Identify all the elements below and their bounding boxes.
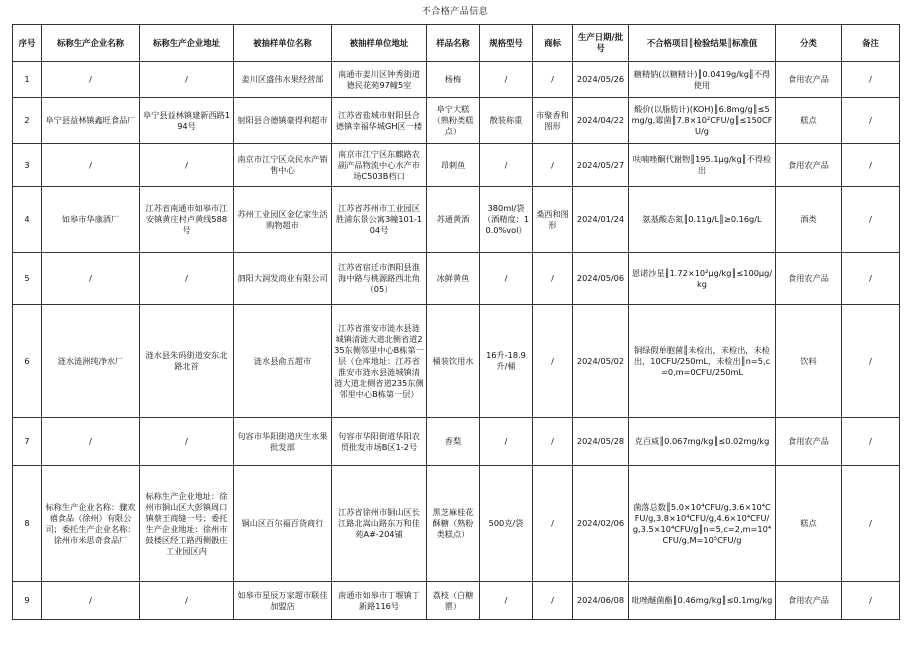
col-remark: / — [842, 62, 900, 98]
col-sample-name: 苏通黄酒 — [427, 187, 480, 253]
col-sample-name: 香梨 — [427, 418, 480, 466]
col-index: 8 — [13, 466, 42, 582]
col-production-date: 2024/01/24 — [573, 187, 629, 253]
col-sampled-unit: 南京市江宁区众民水产销售中心 — [234, 144, 332, 187]
col-category: 食用农产品 — [776, 418, 842, 466]
col-sampled-unit: 涟水县俞五超市 — [234, 305, 332, 418]
col-spec: / — [480, 253, 533, 305]
col-sampled-address: 南通市如皋市丁堰镇丁新路116号 — [332, 582, 427, 620]
col-sampled-unit: 射阳县合德镇豪得利超市 — [234, 98, 332, 144]
col-index: 4 — [13, 187, 42, 253]
col-producer-name: / — [42, 62, 140, 98]
col-producer-name: / — [42, 582, 140, 620]
unqualified-products-table — [12, 24, 900, 620]
col-sampled-unit: 如皋市星辰万家超市联佳加盟店 — [234, 582, 332, 620]
col-production-date: 2024/05/06 — [573, 253, 629, 305]
col-spec: / — [480, 418, 533, 466]
col-producer-address: / — [140, 418, 234, 466]
header-col-sample-name: 样品名称 — [427, 25, 480, 62]
col-producer-address: 标称生产企业地址：徐州市铜山区大彭镇周口镇蔡王商缝一号；委托生产企业地址：徐州市鼓楼区经工路西侧骰庄工业园区内 — [140, 466, 234, 582]
header-col-category: 分类 — [776, 25, 842, 62]
col-index: 3 — [13, 144, 42, 187]
col-production-date: 2024/05/27 — [573, 144, 629, 187]
col-failed-item: 菌落总数║5.0×10⁴CFU/g,3.6×10⁴CFU/g,3.8×10⁴CFU/g,4.6×10⁴CFU/g,3.5×10⁴CFU/g║n=5,c=2,m=10⁴CFU/g,M=10⁵CFU/g — [629, 466, 776, 582]
table-row — [13, 582, 900, 620]
col-sampled-unit: 铜山区百尔福百货商行 — [234, 466, 332, 582]
header-col-remark: 备注 — [842, 25, 900, 62]
col-producer-address: 阜宁县益林镇建新西路194号 — [140, 98, 234, 144]
table-row — [13, 466, 900, 582]
col-producer-name: / — [42, 144, 140, 187]
col-producer-name: 标称生产企业名称：骤欢禧食品（徐州）有限公司；委托生产企业名称：徐州市米思奇食品厂 — [42, 466, 140, 582]
col-brand: / — [533, 62, 573, 98]
col-spec: / — [480, 144, 533, 187]
col-sample-name: 阜宁大糕（熟粉类糕点） — [427, 98, 480, 144]
col-remark: / — [842, 466, 900, 582]
col-producer-address: 涟水县朱码街道安东北路北首 — [140, 305, 234, 418]
col-production-date: 2024/04/22 — [573, 98, 629, 144]
col-sample-name: 昂刺鱼 — [427, 144, 480, 187]
col-brand: / — [533, 305, 573, 418]
col-sampled-unit: 泗阳大润发商业有限公司 — [234, 253, 332, 305]
col-producer-address: / — [140, 144, 234, 187]
col-sampled-unit: 苏州工业园区金亿家生活购物超市 — [234, 187, 332, 253]
col-sampled-address: 江苏省苏州市工业园区胜浦东景公寓3幢101-104号 — [332, 187, 427, 253]
col-remark: / — [842, 98, 900, 144]
col-production-date: 2024/06/08 — [573, 582, 629, 620]
col-sampled-address: 南通市姜川区钟秀街道德民花苑97幢5室 — [332, 62, 427, 98]
col-producer-address: / — [140, 253, 234, 305]
col-category: 食用农产品 — [776, 582, 842, 620]
table-row — [13, 62, 900, 98]
col-index: 6 — [13, 305, 42, 418]
col-spec: / — [480, 582, 533, 620]
col-index: 9 — [13, 582, 42, 620]
col-failed-item: 酸价(以脂肪计)(KOH)║6.8mg/g║≤5mg/g,霉菌║7.8×10²CFU/g║≤150CFU/g — [629, 98, 776, 144]
col-index: 1 — [13, 62, 42, 98]
header-col-sampled-address: 被抽样单位地址 — [332, 25, 427, 62]
col-production-date: 2024/05/26 — [573, 62, 629, 98]
col-category: 糕点 — [776, 466, 842, 582]
col-producer-name: / — [42, 418, 140, 466]
col-brand: / — [533, 253, 573, 305]
col-producer-address: / — [140, 62, 234, 98]
col-spec: 380ml/袋（酒精度：10.0%vol） — [480, 187, 533, 253]
col-brand: 市聚香和图形 — [533, 98, 573, 144]
col-index: 5 — [13, 253, 42, 305]
col-spec: / — [480, 62, 533, 98]
col-sample-name: 桶装饮用水 — [427, 305, 480, 418]
col-sample-name: 杨梅 — [427, 62, 480, 98]
col-remark: / — [842, 187, 900, 253]
col-brand: / — [533, 418, 573, 466]
header-col-index: 序号 — [13, 25, 42, 62]
col-spec: 16升-18.9升/桶 — [480, 305, 533, 418]
col-brand: 桑西和图形 — [533, 187, 573, 253]
col-remark: / — [842, 582, 900, 620]
col-producer-name: 如皋市华康酒厂 — [42, 187, 140, 253]
col-sample-name: 冰鲜黄鱼 — [427, 253, 480, 305]
col-sample-name: 荔枝（白糖罂） — [427, 582, 480, 620]
col-failed-item: 铜绿假单胞菌║未检出，未检出，未检出，10CFU/250mL，未检出║n=5,c=0,m=0CFU/250mL — [629, 305, 776, 418]
col-brand: / — [533, 466, 573, 582]
col-sampled-unit: 句容市华阳街道庆生水果批发部 — [234, 418, 332, 466]
header-col-production-date: 生产日期/批号 — [573, 25, 629, 62]
col-producer-name: / — [42, 253, 140, 305]
col-production-date: 2024/05/28 — [573, 418, 629, 466]
col-failed-item: 吡唑醚菌酯║0.46mg/kg║≤0.1mg/kg — [629, 582, 776, 620]
col-sample-name: 黑芝麻桂花酥糖（熟粉类糕点） — [427, 466, 480, 582]
table-row — [13, 253, 900, 305]
col-producer-address: 江苏省南通市如皋市江安镇黄庄村卢黄线588号 — [140, 187, 234, 253]
col-category: 食用农产品 — [776, 253, 842, 305]
col-sampled-address: 江苏省盐城市射阳县合德镇幸福华城GH区一楼 — [332, 98, 427, 144]
header-col-brand: 商标 — [533, 25, 573, 62]
col-production-date: 2024/02/06 — [573, 466, 629, 582]
col-sampled-unit: 姜川区盛伟水果经营部 — [234, 62, 332, 98]
table-row — [13, 305, 900, 418]
table-row — [13, 144, 900, 187]
header-col-sampled-unit: 被抽样单位名称 — [234, 25, 332, 62]
col-remark: / — [842, 418, 900, 466]
col-spec: 散装称重 — [480, 98, 533, 144]
col-sampled-address: 江苏省淮安市涟水县涟城镇清涟大道北侧省道235东侧邻里中心B栋第一层（仓库地址：江苏省淮安市涟水县涟城镇清涟大道北侧省道235东侧邻里中心B栋第一层） — [332, 305, 427, 418]
header-col-spec: 规格型号 — [480, 25, 533, 62]
col-remark: / — [842, 144, 900, 187]
col-failed-item: 糖精钠(以糖精计)║0.0419g/kg║不得使用 — [629, 62, 776, 98]
table-header-row — [13, 25, 900, 62]
table-row — [13, 418, 900, 466]
col-failed-item: 氨基酸态氮║0.11g/L║≥0.16g/L — [629, 187, 776, 253]
table-row — [13, 98, 900, 144]
header-col-producer-name: 标称生产企业名称 — [42, 25, 140, 62]
col-category: 酒类 — [776, 187, 842, 253]
header-col-failed-item: 不合格项目║检验结果║标准值 — [629, 25, 776, 62]
col-sampled-address: 江苏省宿迁市泗阳县淮海中路与桃源路西北角（05） — [332, 253, 427, 305]
col-index: 2 — [13, 98, 42, 144]
header-col-producer-address: 标称生产企业地址 — [140, 25, 234, 62]
page-title: 不合格产品信息 — [421, 7, 489, 17]
col-index: 7 — [13, 418, 42, 466]
col-producer-name: 涟水涟洲纯净水厂 — [42, 305, 140, 418]
col-remark: / — [842, 253, 900, 305]
col-failed-item: 恩诺沙星║1.72×10²μg/kg║≤100μg/kg — [629, 253, 776, 305]
col-failed-item: 克百威║0.067mg/kg║≤0.02mg/kg — [629, 418, 776, 466]
col-category: 饮料 — [776, 305, 842, 418]
col-brand: / — [533, 582, 573, 620]
col-category: 食用农产品 — [776, 62, 842, 98]
col-category: 食用农产品 — [776, 144, 842, 187]
col-spec: 500克/袋 — [480, 466, 533, 582]
col-remark: / — [842, 305, 900, 418]
col-failed-item: 呋喃唑酮代谢物║195.1μg/kg║不得检出 — [629, 144, 776, 187]
col-production-date: 2024/05/02 — [573, 305, 629, 418]
col-sampled-address: 句容市华阳街道华阳农贸批发市场B区1-2号 — [332, 418, 427, 466]
col-brand: / — [533, 144, 573, 187]
col-producer-address: / — [140, 582, 234, 620]
col-sampled-address: 江苏省徐州市铜山区长江路北嵩山路东万和佳苑A#-204铺 — [332, 466, 427, 582]
col-producer-name: 阜宁县益林镇鑫旺食品厂 — [42, 98, 140, 144]
table-row — [13, 187, 900, 253]
col-sampled-address: 南京市江宁区东麒路农副产品物流中心水产市场C503B档口 — [332, 144, 427, 187]
col-category: 糕点 — [776, 98, 842, 144]
